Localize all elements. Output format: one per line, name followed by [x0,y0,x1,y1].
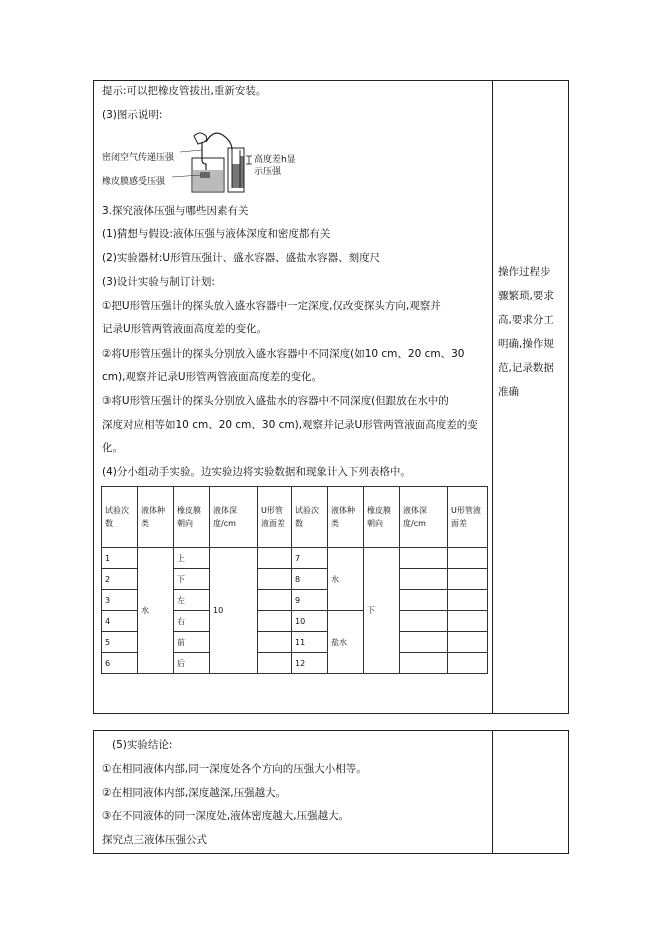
direction-cell: 下 [174,569,210,590]
hypothesis-line: (1)猜想与假设:液体压强与液体深度和密度都有关 [102,228,331,240]
empty-cell [258,653,292,674]
trial-cell: 9 [292,590,328,611]
section-title-next: 探究点三液体压强公式 [102,834,207,846]
side-note [498,260,564,404]
table-header-row [102,487,488,548]
plan-step2-a: ②将U形管压强计的探头分别放入盛水容器中不同深度(如10 cm、20 cm、30 [102,348,465,360]
lower-column-divider [492,730,493,854]
plan-step3-b: 深度对应相等如10 cm、20 cm、30 cm),观察并记录U形管两管液面高度差的变 [102,419,478,431]
header-depth: 液体深度/cm [400,487,448,548]
plan-heading: (3)设计实验与制订计划: [102,276,215,288]
conclusion-heading: (5)实验结论: [112,739,173,751]
trial-cell: 10 [292,611,328,632]
header-trial: 试验次数 [292,487,328,548]
trial-cell: 3 [102,590,138,611]
trial-cell: 2 [102,569,138,590]
table-row [102,548,488,569]
header-level-diff: U形管液面差 [258,487,292,548]
label-height-diff: 高度差h显 [254,155,296,165]
figure-caption: (3)图示说明: [102,109,163,121]
plan-step1-a: ①把U形管压强计的探头放入盛水容器中一定深度,仅改变探头方向,观察并 [102,300,441,312]
label-membrane-senses-pressure: 橡皮膜感受压强 [102,177,166,187]
u-tube-figure [102,130,302,196]
direction-cell: 前 [174,632,210,653]
empty-cell [258,548,292,569]
empty-cell [448,569,488,590]
trial-cell: 7 [292,548,328,569]
plan-step2-b: cm),观察并记录U形管两管液面高度差的变化。 [102,371,323,383]
empty-cell [400,653,448,674]
empty-cell [448,632,488,653]
plan-step3-c: 化。 [102,442,123,454]
conclusion-3: ③在不同液体的同一深度处,液体密度越大,压强越大。 [102,810,350,822]
side-note-line: 操作过程步 [498,266,551,278]
header-depth: 液体深度/cm [210,487,258,548]
header-liquid: 液体种类 [138,487,174,548]
empty-cell [258,611,292,632]
upper-column-divider [492,80,493,714]
liquid-cell: 水 [138,548,174,674]
trial-cell: 1 [102,548,138,569]
empty-cell [400,611,448,632]
equipment-line: (2)实验器材:U形管压强计、盛水容器、盛盐水容器、刻度尺 [102,252,381,264]
header-liquid: 液体种类 [328,487,364,548]
trial-cell: 4 [102,611,138,632]
conclusion-2: ②在相同液体内部,深度越深,压强越大。 [102,787,287,799]
trial-cell: 11 [292,632,328,653]
label-air-transmits-pressure: 密闭空气传递压强 [102,153,175,163]
empty-cell [258,569,292,590]
trial-cell: 8 [292,569,328,590]
side-note-line: 准确 [498,386,519,398]
empty-cell [448,653,488,674]
empty-cell [400,590,448,611]
side-note-line: 骤繁琐,要求 [498,290,554,302]
hint-line: 提示:可以把橡皮管拔出,重新安装。 [102,85,267,97]
side-note-line: 范,记录数据 [498,362,554,374]
header-membrane: 橡皮膜朝向 [364,487,400,548]
direction-cell: 左 [174,590,210,611]
plan-step3-a: ③将U形管压强计的探头分别放入盛盐水的容器中不同深度(但跟放在水中的 [102,395,449,407]
liquid-cell: 水 [328,548,364,611]
trial-cell: 12 [292,653,328,674]
conclusion-1: ①在相同液体内部,同一深度处各个方向的压强大小相等。 [102,763,367,775]
label-shows-pressure: 示压强 [254,167,282,177]
trial-cell: 6 [102,653,138,674]
empty-cell [400,632,448,653]
direction-cell: 右 [174,611,210,632]
side-note-line: 明确,操作规 [498,338,554,350]
direction-cell: 上 [174,548,210,569]
empty-cell [448,548,488,569]
empty-cell [400,548,448,569]
side-note-line: 高,要求分工 [498,314,554,326]
trial-cell: 5 [102,632,138,653]
depth-cell: 10 [210,548,258,674]
group-experiment-line: (4)分小组动手实验。边实验边将实验数据和现象计入下列表格中。 [102,466,411,478]
section-title-3: 3.探究液体压强与哪些因素有关 [102,205,249,217]
empty-cell [258,590,292,611]
direction-cell: 后 [174,653,210,674]
empty-cell [448,590,488,611]
empty-cell [258,632,292,653]
header-trial: 试验次数 [102,487,138,548]
direction-cell: 下 [364,548,400,674]
header-level-diff: U形管液面差 [448,487,488,548]
plan-step1-b: 记录U形管两管液面高度差的变化。 [102,323,268,335]
empty-cell [400,569,448,590]
experiment-data-table [101,486,488,674]
empty-cell [448,611,488,632]
header-membrane: 橡皮膜朝向 [174,487,210,548]
liquid-cell: 盐水 [328,611,364,674]
